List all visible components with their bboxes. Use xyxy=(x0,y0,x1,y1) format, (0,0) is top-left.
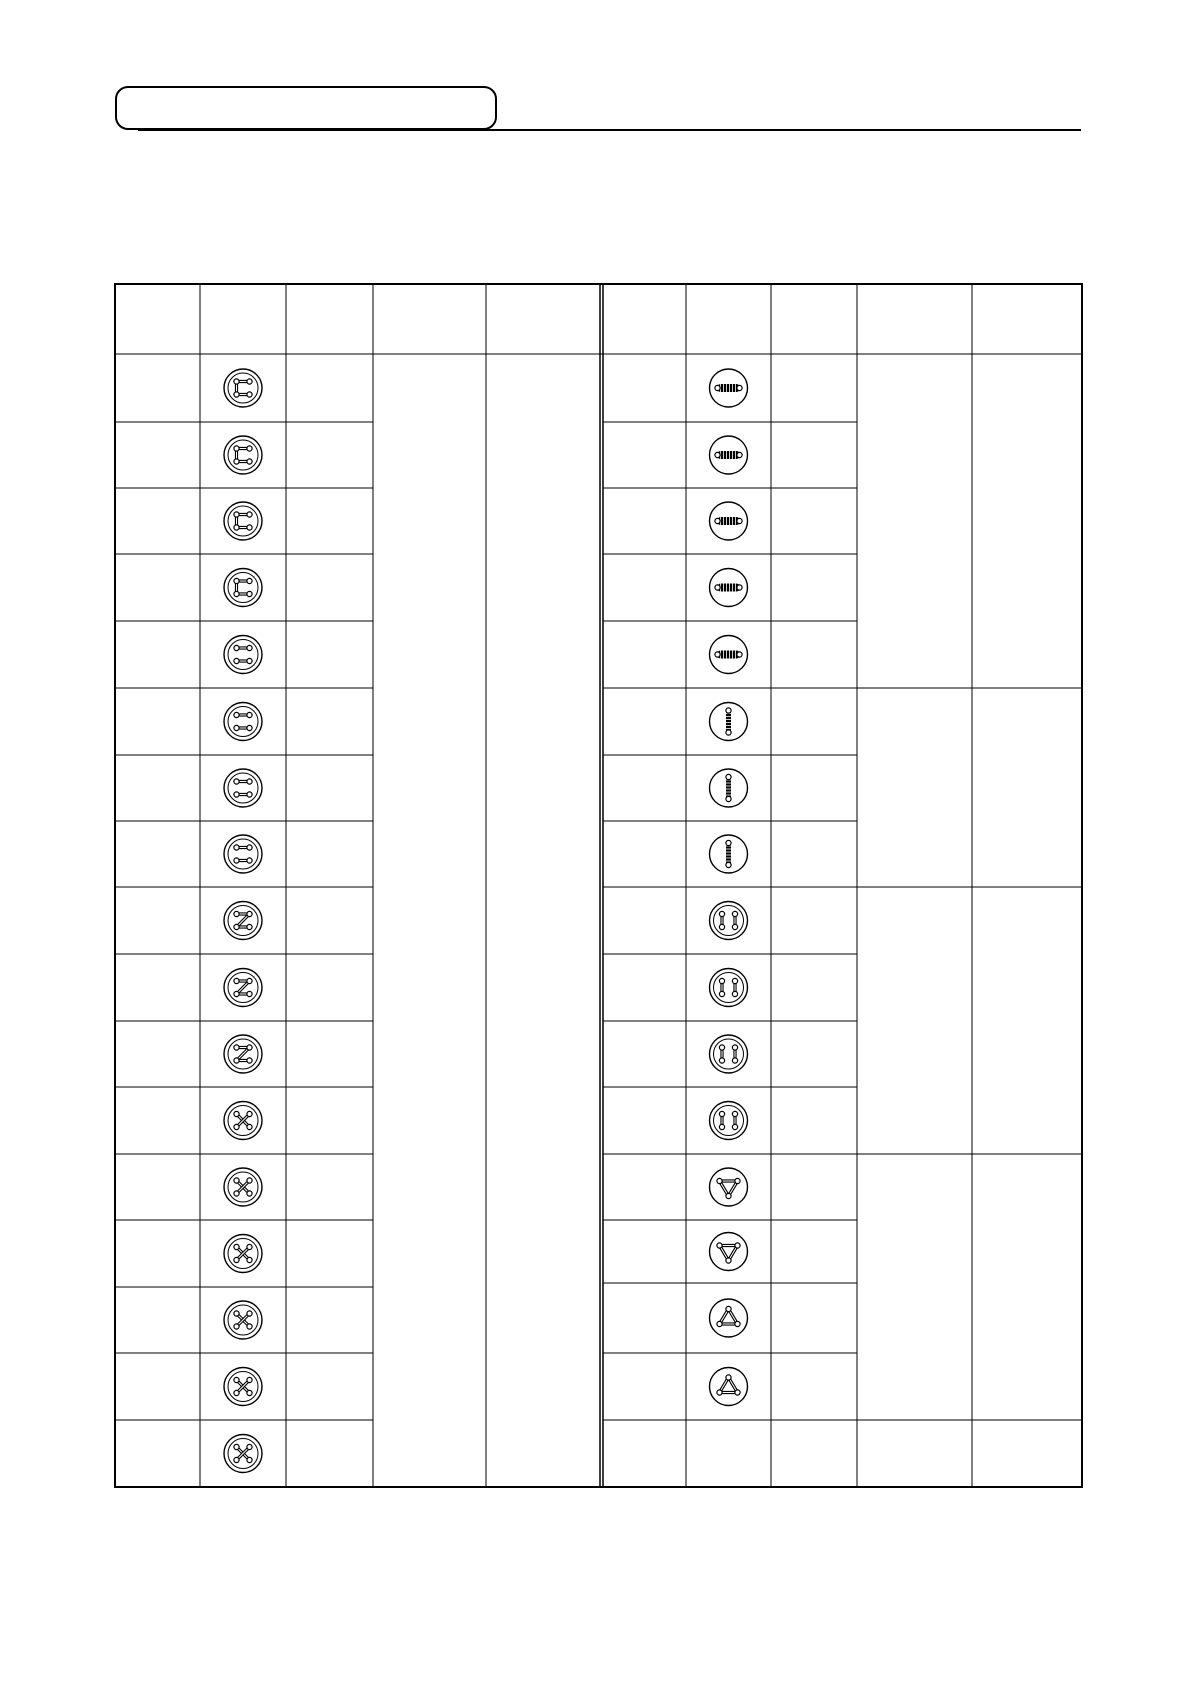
button-4hole-cross-icon xyxy=(224,1435,262,1473)
button-2hole-horizontal-icon xyxy=(710,502,748,540)
button-pattern-table xyxy=(114,282,1084,1490)
button-4hole-z-pattern-icon xyxy=(224,902,262,940)
button-2hole-horizontal-icon xyxy=(710,569,748,607)
button-4hole-bracket-left-icon xyxy=(224,569,262,607)
button-4hole-vertical-bars-icon xyxy=(710,1035,748,1073)
button-3hole-triangle-down-icon xyxy=(710,1168,748,1206)
button-4hole-z-pattern-icon xyxy=(224,1035,262,1073)
button-4hole-horizontal-bars-icon xyxy=(224,703,262,741)
button-3hole-triangle-down-icon xyxy=(710,1233,748,1271)
button-4hole-cross-icon xyxy=(224,1368,262,1406)
button-4hole-horizontal-bars-icon xyxy=(224,769,262,807)
button-4hole-horizontal-bars-icon xyxy=(224,835,262,873)
button-4hole-vertical-bars-icon xyxy=(710,969,748,1007)
button-4hole-z-pattern-icon xyxy=(224,969,262,1007)
button-2hole-vertical-icon xyxy=(710,769,748,807)
title-rule xyxy=(138,129,1081,131)
button-4hole-cross-icon xyxy=(224,1301,262,1339)
button-4hole-vertical-bars-icon xyxy=(710,902,748,940)
button-4hole-horizontal-bars-icon xyxy=(224,636,262,674)
button-3hole-triangle-up-icon xyxy=(710,1299,748,1337)
button-2hole-horizontal-icon xyxy=(710,636,748,674)
button-2hole-horizontal-icon xyxy=(710,369,748,407)
button-4hole-cross-icon xyxy=(224,1102,262,1140)
title-box xyxy=(115,86,497,130)
button-3hole-triangle-up-icon xyxy=(710,1368,748,1406)
button-4hole-bracket-left-icon xyxy=(224,436,262,474)
button-2hole-vertical-icon xyxy=(710,703,748,741)
button-4hole-cross-icon xyxy=(224,1235,262,1273)
button-2hole-vertical-icon xyxy=(710,835,748,873)
button-4hole-bracket-left-icon xyxy=(224,502,262,540)
button-4hole-cross-icon xyxy=(224,1168,262,1206)
button-4hole-vertical-bars-icon xyxy=(710,1102,748,1140)
button-2hole-horizontal-icon xyxy=(710,436,748,474)
button-4hole-bracket-left-icon xyxy=(224,369,262,407)
